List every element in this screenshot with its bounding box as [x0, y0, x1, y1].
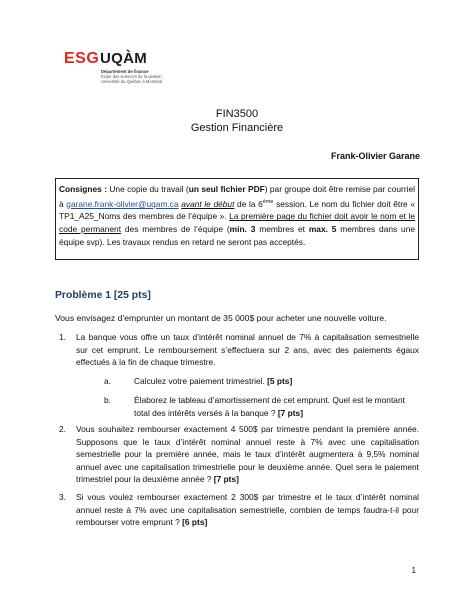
esg-uqam-logo [64, 50, 194, 98]
question-3-number: 3. [59, 492, 66, 502]
question-1a-body: Calculez votre paiement trimestriel. [134, 376, 268, 386]
question-3 [55, 491, 419, 529]
page-number: 1 [411, 566, 416, 575]
dept-line-3: Université du Québec à Montréal [101, 79, 163, 84]
question-1a [78, 375, 418, 388]
instr-text-1: Une copie du travail ( [106, 184, 189, 194]
course-code: FIN3500 [215, 108, 259, 120]
question-1a-text [134, 375, 418, 388]
instr-text-4: de la 6 [234, 198, 263, 209]
question-1-text: La banque vous offre un taux d’intérêt nominal annuel de 7% à capitalisation semestrielle sur cet emprunt. Le remboursement s’effectuera sur 2 ans, avec des paiements égaux effectués à la fin de chaque trimestre. [76, 332, 419, 368]
instr-text-6: des membres de l’équipe ( [121, 224, 230, 235]
instr-text-2: ) par groupe doit être remise par courriel à [59, 184, 415, 209]
logo-esg: ESG [64, 50, 100, 67]
before-start: avant le début [181, 198, 235, 209]
instr-text-8: membres dans une équipe svp). Les travaux rendus en retard ne seront pas acceptés. [59, 224, 416, 247]
question-1b-text [134, 394, 418, 419]
question-1b [78, 394, 418, 419]
question-1a-letter: a. [104, 376, 111, 386]
dept-line-1: Département de finance [101, 69, 149, 74]
question-1 [55, 331, 419, 369]
question-2-text [76, 423, 419, 486]
problem-intro: Vous envisagez d’emprunter un montant de 35 000$ pour acheter une nouvelle voiture. [55, 313, 387, 323]
instructions-box [55, 178, 419, 260]
instr-text-5: session. Le nom du fichier doit être « TP1_A25_Noms des membres de l’équipe ». [59, 198, 415, 222]
max-members: max. 5 [308, 224, 337, 235]
question-1b-points: [7 pts] [277, 407, 303, 418]
instr-text-7: membres et [255, 224, 309, 235]
problem-title: Problème 1 [25 pts] [55, 290, 151, 301]
min-members: min. 3 [229, 224, 256, 235]
question-2-body: Vous souhaitez rembourser exactement 4 500$ par trimestre pendant la première année. Supposons que le taux d’intérêt nominal annuel reste à 7% avec une capitalisation semestrielle pour la première année, mais le taux d’intérêt augmentera à 9,5% nominal annuel avec une capitalisation trimestrielle pour le deuxième année. Quel sera le paiement trimestriel pour la deuxième année ? [76, 424, 419, 485]
course-title: Gestion Financière [190, 122, 284, 134]
email-link[interactable]: garane.frank-olivier@uqam.ca [66, 198, 179, 209]
question-2-number: 2. [59, 424, 66, 434]
author-name: Frank-Olivier Garane [330, 151, 420, 161]
question-1a-points: [5 pts] [267, 376, 293, 386]
first-page-requirement: La première page du fichier doit avoir le nom et le code permanent [59, 211, 415, 235]
question-2 [55, 423, 419, 486]
instructions-text [59, 183, 415, 249]
question-3-text [76, 491, 419, 529]
dept-line-2: École des sciences de la gestion [101, 74, 162, 79]
question-1b-body: Élaborez le tableau d’amortissement de cet emprunt. Quel est le montant total des intérêts versés à la banque ? [134, 395, 405, 418]
superscript-eme: ème [262, 198, 274, 205]
question-1-number: 1. [59, 332, 66, 342]
question-1b-letter: b. [104, 395, 111, 405]
question-3-points: [6 pts] [182, 517, 208, 528]
instructions-label: Consignes : [59, 184, 107, 194]
single-pdf: un seul fichier PDF [188, 184, 265, 194]
department-block [101, 69, 162, 84]
question-3-body: Si vous voulez rembourser exactement 2 300$ par trimestre et le taux d’intérêt nominal annuel reste à 7% avec une capitalisation semestrielle, combien de temps faudra-t-il pour rembourser votre emprunt ? [76, 492, 419, 528]
question-2-points: [7 pts] [213, 474, 239, 485]
logo-uqam: UQÀM [100, 50, 148, 67]
